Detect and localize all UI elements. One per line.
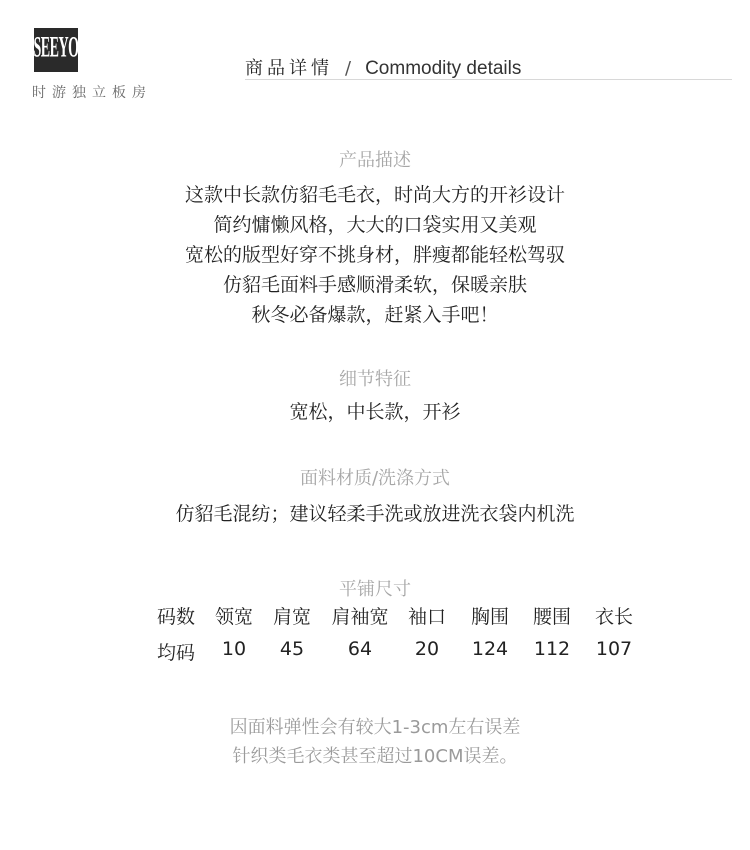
size-header-cell: 肩宽	[272, 606, 312, 628]
table-row	[0, 638, 750, 664]
size-cell: 均码	[156, 642, 196, 664]
header-title-cn: 商品详情	[245, 58, 333, 79]
size-cell: 112	[533, 638, 571, 660]
size-cell: 10	[221, 638, 247, 660]
size-cell: 45	[279, 638, 305, 660]
size-cell: 124	[471, 638, 509, 660]
size-cell: 20	[414, 638, 440, 660]
size-header-cell: 胸围	[470, 606, 510, 628]
details-text: 宽松，中长款，开衫	[289, 401, 461, 423]
page-header	[245, 54, 521, 80]
header-separator: /	[345, 58, 352, 79]
description-line: 这款中长款仿貂毛毛衣，时尚大方的开衫设计	[184, 184, 565, 206]
size-header-cell: 肩袖宽	[331, 606, 389, 628]
size-table-title: 平铺尺寸	[339, 579, 411, 600]
fabric-title: 面料材质/洗涤方式	[299, 468, 451, 489]
description-line: 仿貂毛面料手感顺滑柔软，保暖亲肤	[222, 274, 527, 296]
size-table-header	[0, 602, 750, 628]
brand-logo	[34, 28, 78, 72]
size-note: 因面料弹性会有较大1-3cm左右误差	[229, 717, 521, 738]
brand-logo-text: SEEYO	[33, 33, 79, 65]
size-header-cell: 袖口	[407, 606, 447, 628]
size-cell: 64	[347, 638, 373, 660]
header-title-en: Commodity details	[365, 58, 522, 79]
size-note: 针织类毛衣类甚至超过10CM误差。	[232, 746, 518, 767]
description-line: 简约慵懒风格，大大的口袋实用又美观	[213, 214, 537, 236]
size-header-cell: 领宽	[214, 606, 254, 628]
size-header-cell: 衣长	[594, 606, 634, 628]
brand-tagline: 时游独立板房	[32, 85, 152, 101]
description-line: 秋冬必备爆款，赶紧入手吧！	[251, 304, 499, 326]
description-text	[0, 180, 750, 330]
description-line: 宽松的版型好穿不挑身材，胖瘦都能轻松驾驭	[184, 244, 565, 266]
size-header-cell: 码数	[156, 606, 196, 628]
fabric-text: 仿貂毛混纺；建议轻柔手洗或放进洗衣袋内机洗	[175, 503, 575, 525]
details-title: 细节特征	[339, 369, 411, 390]
description-title: 产品描述	[339, 150, 411, 171]
size-cell: 107	[595, 638, 633, 660]
size-header-cell: 腰围	[532, 606, 572, 628]
header-divider	[245, 79, 732, 80]
